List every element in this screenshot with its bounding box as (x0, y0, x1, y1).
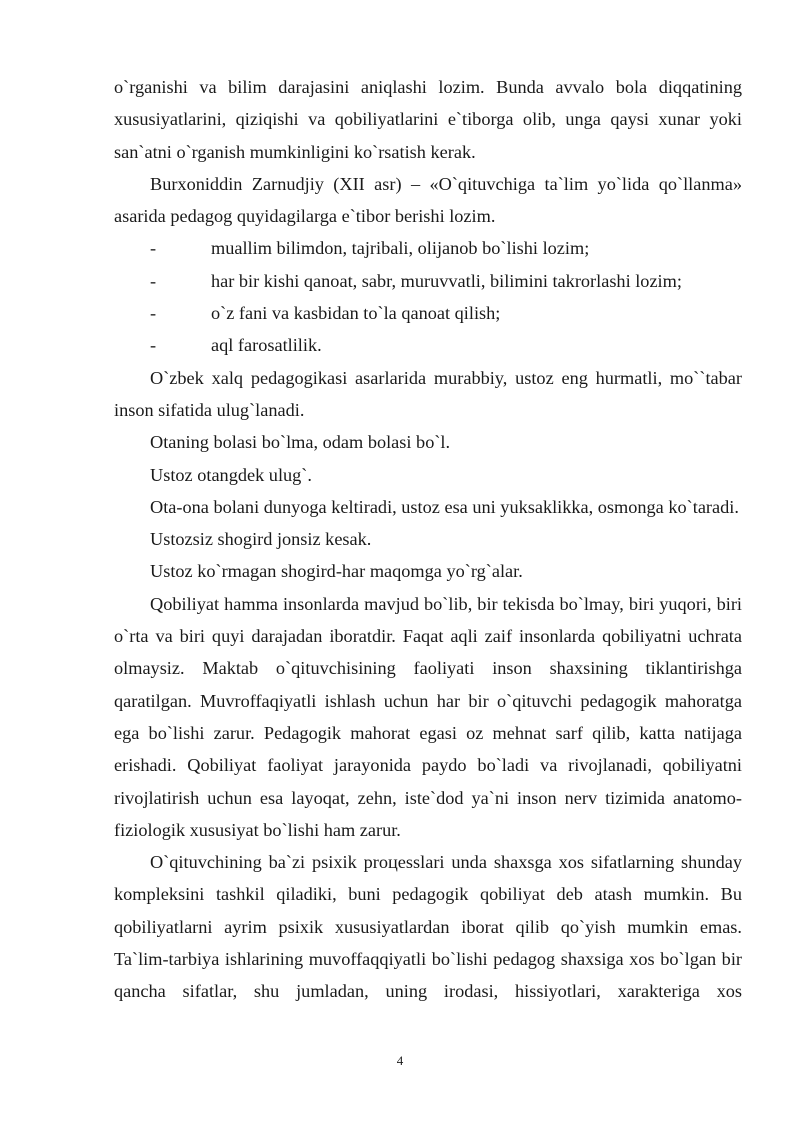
page-number: 4 (396, 1053, 404, 1068)
paragraph: O`zbek xalq pedagogikasi asarlarida murabbiy, ustoz eng hurmatli, mo``tabar inson sifatida ulug`lanadi. (114, 367, 742, 420)
list-item (114, 297, 742, 329)
page-body (114, 71, 742, 1008)
paragraph: Burxoniddin Zarnudjiy (XII asr) – «O`qituvchiga ta`lim yo`lida qo`llanma» asarida pedagog quyidagilarga e`tibor berishi lozim. (114, 173, 742, 227)
paragraph: o`rganishi va bilim darajasini aniqlashi lozim. Bunda avvalo bola diqqatining xususiyatlarini, qiziqishi va qobiliyatlarini e`tiborga olib, unga qaysi xunar yoki san`atni o`rganish mumkinligini ko`rsatish kerak. (114, 77, 742, 162)
proverb: Otaning bolasi bo`lma, odam bolasi bo`l. (150, 432, 451, 453)
list-dash: - (150, 238, 157, 259)
list-dash: - (150, 335, 157, 356)
paragraph: Qobiliyat hamma insonlarda mavjud bo`lib, bir tekisda bo`lmay, biri yuqori, biri o`rta va biri quyi darajadan iboratdir. Faqat aqli zaif insonlarda qobiliyatni uchrata olmaysiz. Maktab o`qituvchisining faoliyati inson shaxsining tiklantirishga qaratilgan. Muvroffaqiyatli ishlash uchun har bir o`qituvchi pedagogik mahoratga ega bo`lishi zarur. Pedagogik mahorat egasi oz mehnat sarf qilib, katta natijaga erishadi. Qobiliyat faoliyat jarayonida paydo bo`ladi va rivojlanadi, qobiliyatni rivojlatirish uchun esa layoqat, zehn, iste`dod ya`ni inson nerv tizimida anatomo-fiziologik xususiyat bo`lishi ham zarur. (114, 593, 742, 840)
paragraph: O`qituvchining ba`zi psixik proцesslari unda shaxsga xos sifatlarning shunday kompleksini tashkil qiladiki, buni pedagogik qobiliyat deb atash mumkin. Bu qobiliyatlarni ayrim psixik xususiyatlardan iborat qilib qo`yish mumkin emas. Ta`lim-tarbiya ishlarining muvoffaqqiyatli bo`lishi pedagog shaxsiga xos bo`lgan bir qancha sifatlar, shu jumladan, uning irodasi, hissiyotlari, xarakteriga xos (114, 852, 742, 1002)
list-item-text: muallim bilimdon, tajribali, olijanob bo`lishi lozim; (211, 238, 590, 259)
proverb: Ustozsiz shogird jonsiz kesak. (150, 529, 372, 550)
list-dash: - (150, 303, 157, 324)
proverb: Ustoz otangdek ulug`. (150, 464, 312, 485)
proverb: Ota-ona bolani dunyoga keltiradi, ustoz esa uni yuksaklikka, osmonga ko`taradi. (150, 496, 739, 517)
list-item (114, 232, 742, 264)
list-item (114, 329, 742, 361)
list-item-text: aql farosatlilik. (211, 335, 322, 356)
list-dash: - (150, 270, 157, 291)
list-item-text: o`z fani va kasbidan to`la qanoat qilish; (211, 303, 501, 324)
list-item-text: har bir kishi qanoat, sabr, muruvvatli, bilimini takrorlashi lozim; (211, 270, 682, 291)
list-item (114, 265, 742, 297)
proverb: Ustoz ko`rmagan shogird-har maqomga yo`rg`alar. (150, 561, 523, 582)
